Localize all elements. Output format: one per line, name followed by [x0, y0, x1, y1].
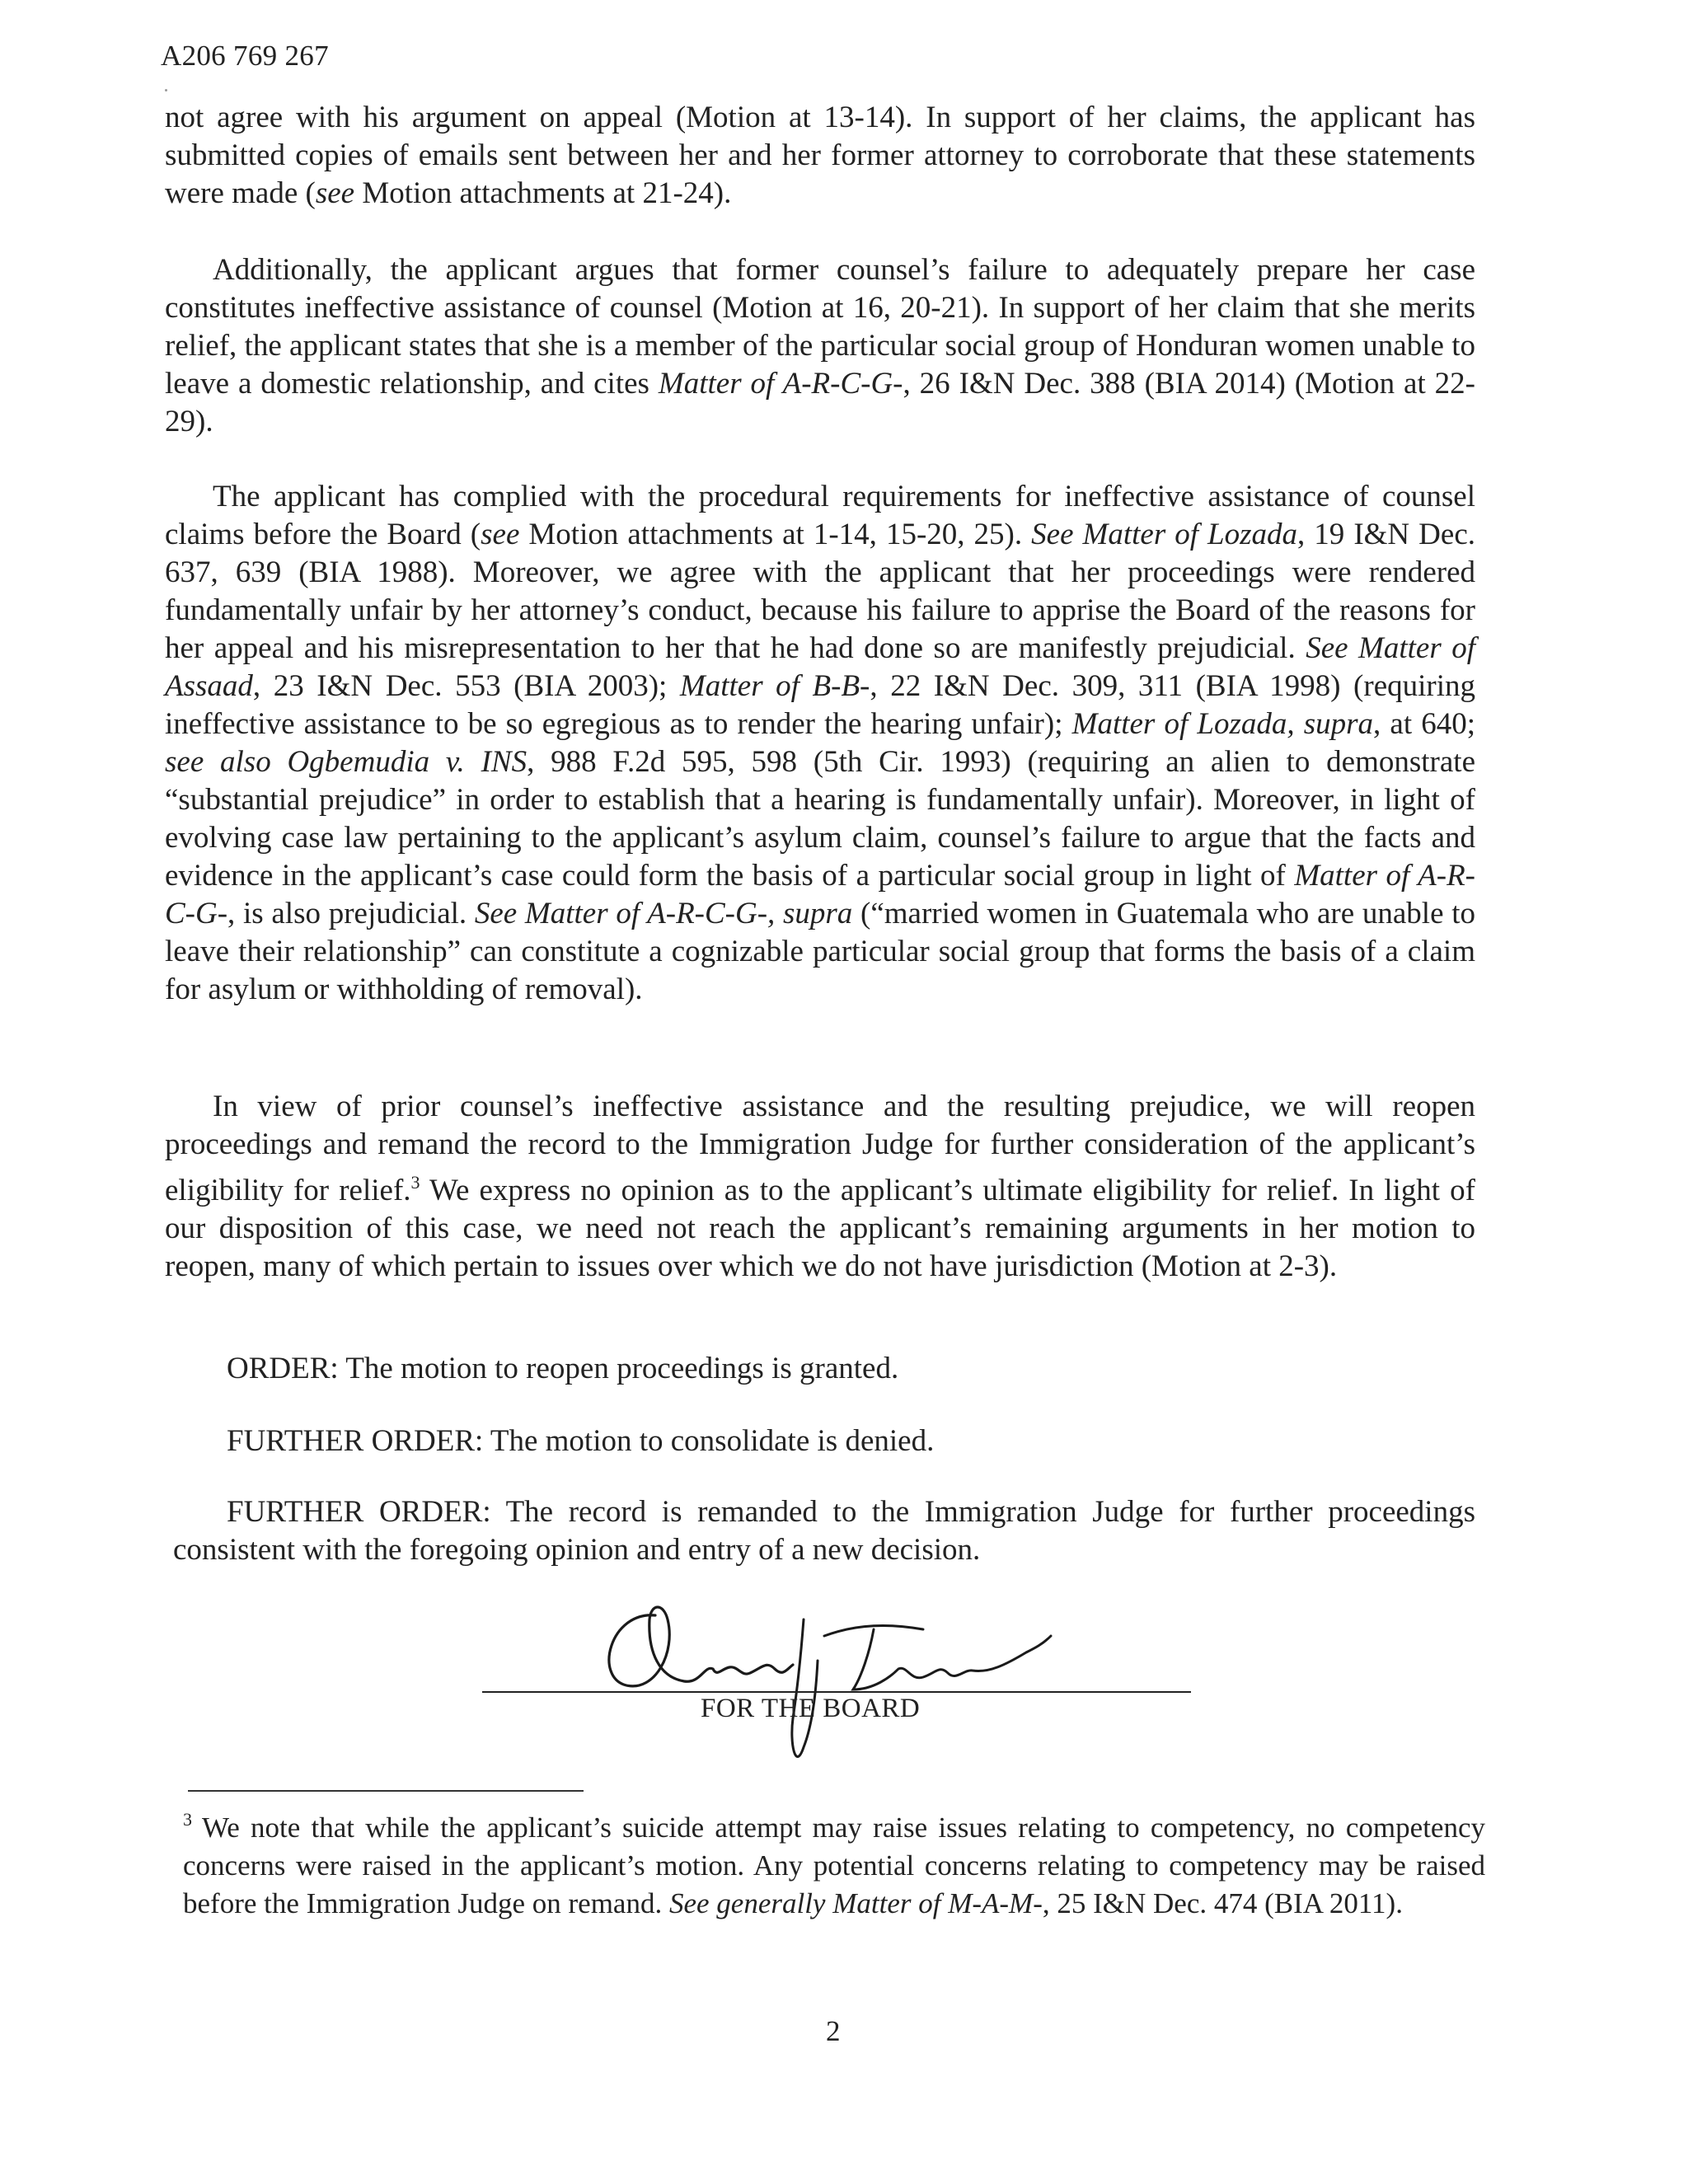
text-run: , 25 I&N Dec. 474 (BIA 2011).: [1042, 1887, 1403, 1919]
footnote-3: [183, 1801, 1485, 1923]
text-run: (“married women in Guatemala who are unable to leave their relationship” can constitute a cognizable particular social group that forms the basis of a claim for asylum or withholding of removal).: [165, 897, 1475, 1006]
citation-italic: see also Ogbemudia v. INS: [165, 745, 528, 779]
order-reopen: ORDER: The motion to reopen proceedings is granted.: [227, 1352, 899, 1385]
footnote-reference: 3: [410, 1172, 420, 1193]
citation-italic: see: [315, 176, 355, 210]
text-run: We express no opinion as to the applicant’s ultimate eligibility for relief. In light of our disposition of this case, we need not reach the applicant’s remaining arguments in her motion to reopen, many of which pertain to issues over which we do not have jurisdiction (Motion at 2-3).: [165, 1174, 1476, 1283]
text-run: , 26 I&N Dec. 388 (BIA 2014) (Motion at 22-29).: [165, 367, 1475, 438]
citation-italic: See Matter of Lozada: [1031, 518, 1298, 551]
footnote-marker: 3: [183, 1809, 192, 1830]
text-run: We note that while the applicant’s suicide attempt may raise issues relating to competency, no competency concerns were raised in the applicant’s motion. Any potential concerns relating to competency may be raised before the Immigration Judge on remand.: [183, 1811, 1485, 1919]
signature-line: [482, 1691, 1191, 1693]
text-run: The applicant has complied with the procedural requirements for ineffective assistance of counsel claims before the Board (: [165, 480, 1475, 551]
text-run: , 23 I&N Dec. 553 (BIA 2003);: [252, 669, 680, 703]
text-run: , 22 I&N Dec. 309, 311 (BIA 1998) (requiring ineffective assistance to be so egregious as to render the hearing unfair);: [165, 669, 1476, 741]
text-run: Motion attachments at 1-14, 15-20, 25).: [519, 518, 1032, 551]
text-run: , 19 I&N Dec. 637, 639 (BIA 1988). Moreover, we agree with the applicant that her proceedings were rendered fundamentally unfair by her attorney’s conduct, because his failure to apprise the Board of the reasons for her appeal and his misrepresentation to her that he had done so are manifestly prejudicial.: [165, 518, 1475, 665]
scan-speck: [165, 89, 167, 91]
text-run: Additionally, the applicant argues that former counsel’s failure to adequately prepare her case constitutes ineffective assistance of counsel (Motion at 16, 20-21). In support of her claim that she merits relief, the applicant states that she is a member of the particular social group of Honduran women unable to leave a domestic relationship, and cites: [165, 253, 1475, 401]
case-number: A206 769 267: [161, 40, 329, 72]
text-run: , 988 F.2d 595, 598 (5th Cir. 1993) (requiring an alien to demonstrate “substantial prejudice” in order to establish that a hearing is fundamentally unfair). Moreover, in light of evolving case law pertaining to the applicant’s asylum claim, counsel’s failure to argue that the facts and evidence in the applicant’s case could form the basis of a particular social group in light of: [165, 745, 1475, 893]
text-run: , at 640;: [1373, 707, 1476, 741]
text-run: Motion attachments at 21-24).: [354, 176, 732, 210]
footnote-text: [183, 1811, 1485, 1919]
further-order-remand: FURTHER ORDER: The record is remanded to the Immigration Judge for further proceedings consistent with the foregoing opinion and entry of a new decision.: [173, 1495, 1475, 1567]
paragraph-2: [165, 251, 1475, 441]
paragraph-4: [165, 1088, 1475, 1286]
citation-italic: See Matter of A-R-C-G-, supra: [474, 897, 853, 930]
text-run: In view of prior counsel’s ineffective assistance and the resulting prejudice, we will reopen proceedings and remand the record to the Immigration Judge for further consideration of the applicant’s eligibility for relief.: [165, 1090, 1475, 1207]
citation-italic: see: [481, 518, 520, 551]
footnote-rule: [188, 1790, 584, 1792]
citation-italic: Matter of A-R-C-G-: [658, 367, 903, 401]
citation-italic: Matter of B-B-: [679, 669, 870, 703]
text-run: not agree with his argument on appeal (Motion at 13-14). In support of her claims, the applicant has submitted copies of emails sent between her and her former attorney to corroborate that these statements were made (: [165, 101, 1475, 210]
citation-italic: See Matter of Assaad: [165, 631, 1476, 703]
text-run: , is also prejudicial.: [227, 897, 475, 930]
citation-italic: Matter of Lozada, supra: [1071, 707, 1374, 741]
signature-caption: FOR THE BOARD: [701, 1694, 921, 1723]
citation-italic: Matter of A-R-C-G-: [165, 859, 1475, 930]
paragraph-1: [165, 99, 1475, 213]
paragraph-3: [165, 478, 1475, 1009]
page-number: 2: [826, 2015, 841, 2047]
further-order-consolidate: FURTHER ORDER: The motion to consolidate is denied.: [227, 1424, 935, 1458]
citation-italic: See generally Matter of M-A-M-: [668, 1887, 1043, 1919]
handwritten-signature: [577, 1586, 1104, 1784]
